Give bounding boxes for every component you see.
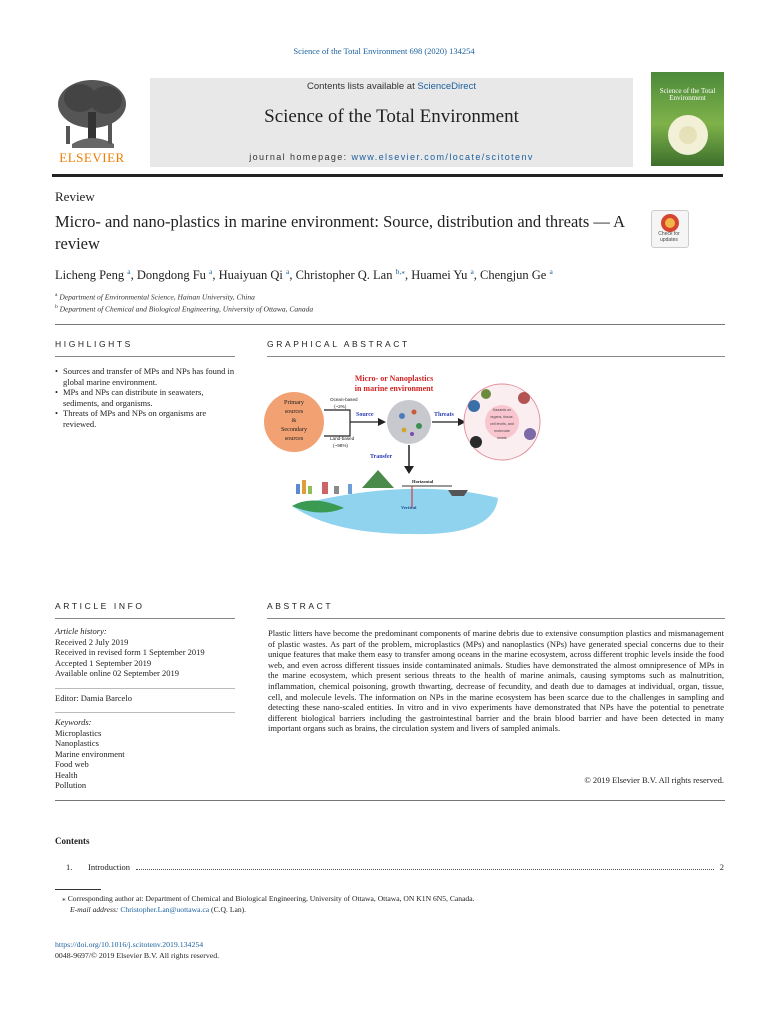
affiliation-a: [55, 292, 255, 302]
highlight-item: • Threats of MPs and NPs on organisms are reviewed.: [63, 408, 235, 429]
ga-organism-icon: [518, 392, 530, 404]
author-name[interactable]: Licheng Peng: [55, 268, 125, 283]
divider: [55, 356, 235, 357]
article-info-heading: ARTICLE INFO: [55, 601, 145, 611]
ga-source-label: Primary: [284, 399, 304, 406]
highlights-heading: HIGHLIGHTS: [55, 339, 133, 349]
history-item: Accepted 1 September 2019: [55, 657, 152, 668]
ga-building-icon: [334, 486, 339, 494]
footnote-rule: [55, 889, 101, 890]
author-name[interactable]: Christopher Q. Lan: [295, 268, 393, 283]
author-list: Licheng Peng $^a$, Dongdong Fu $^a$, Huaiyuan Qi $^a$, Christopher Q. Lan $^{b,⁎}$, Huamei Yu $^a$, Chengjun Ge $^a$: [55, 267, 553, 283]
ga-hazard-text: molecular: [494, 429, 510, 433]
ga-source-label: &: [291, 417, 297, 424]
author-name[interactable]: Dongdong Fu: [136, 268, 206, 283]
journal-homepage: [150, 152, 633, 162]
abstract-copyright: © 2019 Elsevier B.V. All rights reserved.: [584, 775, 724, 785]
homepage-link[interactable]: www.elsevier.com/locate/scitotenv: [351, 152, 534, 162]
toc-entry[interactable]: [66, 862, 724, 872]
journal-title: Science of the Total Environment: [264, 106, 519, 127]
ga-building-icon: [296, 484, 300, 494]
ga-particle: [410, 432, 414, 436]
author-affiliation-mark[interactable]: a: [127, 267, 131, 276]
email-label: E-mail address:: [70, 905, 121, 914]
keyword: Health: [55, 769, 78, 780]
header-rule: [52, 174, 723, 177]
ga-building-icon: [322, 482, 328, 494]
cover-flower-graphic: [665, 112, 711, 158]
divider: [267, 618, 725, 619]
contents-title: Contents: [55, 836, 90, 846]
author-name[interactable]: Huamei Yu: [411, 268, 468, 283]
affiliation-text: Department of Environmental Science, Hainan University, China: [59, 292, 255, 302]
ga-building-icon: [308, 486, 312, 494]
sciencedirect-link[interactable]: ScienceDirect: [417, 81, 476, 92]
corresponding-author-text: Corresponding author at: Department of Chemical and Biological Engineering, University of Ottawa, Ottawa, ON K1N 6N5, Canada.: [67, 894, 475, 903]
author-affiliation-mark[interactable]: a: [209, 267, 213, 276]
ga-particle: [416, 423, 422, 429]
toc-label[interactable]: Introduction: [88, 862, 131, 872]
email-suffix: (C.Q. Lan).: [209, 905, 247, 914]
affiliation-mark: b: [55, 304, 58, 310]
ga-land-pct: (~98%): [333, 443, 348, 448]
ga-island: [362, 470, 394, 488]
journal-cover-image[interactable]: [651, 72, 724, 166]
email-note: [70, 905, 246, 914]
divider: [55, 324, 725, 325]
author-name[interactable]: Huaiyuan Qi: [218, 268, 283, 283]
issn-line: 0048-9697/© 2019 Elsevier B.V. All rights reserved.: [55, 951, 220, 960]
ga-hazard-text: organs, tissue,: [490, 415, 514, 419]
ga-threats-label: Threats: [434, 412, 454, 418]
ga-source-label: sources: [284, 435, 304, 442]
keyword: Food web: [55, 759, 89, 769]
homepage-prefix: journal homepage:: [249, 152, 352, 162]
abstract-text: Plastic litters have become the predominant components of marine debris due to extensive consumption plastics and mismanagement of plastic wastes. As part of the problem, microplastics (MPs) and nanoplastics (NPs) have generated special concerns due to their unique features that make them easy to transfer among oceans in the marine ecosystem, across different trophic levels inside the food web, and even across different tissues inside contaminated animals. Studies have demonstrated the almost omnipresence of MPs in the marine ecosystem, which present serious threats to the health of marine animals, causing symptoms such as malnutrition, inflammation, chemical poisoning, growth thwarting, decrease of fecundity, and death due to damages at individual, organ, tissue, cell, and molecule levels. The information on NPs in the marine ecosystem has been scarce due to the challenges in sampling and detecting these nano-scaled entities. In vitro and in vivo experiments have demonstrated that NPs have the potential to penetrate different biological barriers including the gastrointestinal barrier and the brain blood barrier and have been detected in many important organs such as brains, the circulation system and livers of sampled animals.: [268, 628, 724, 734]
toc-leader: [136, 868, 714, 870]
history-item: Available online 02 September 2019: [55, 668, 180, 678]
contents-availability: [150, 81, 633, 92]
doi-link[interactable]: https://doi.org/10.1016/j.scitotenv.2019.134254: [55, 940, 204, 949]
divider: [55, 618, 235, 619]
graphical-abstract-heading: GRAPHICAL ABSTRACT: [267, 339, 410, 349]
history-item: Received in revised form 1 September 2019: [55, 647, 205, 657]
ga-transfer-label: Transfer: [370, 454, 393, 460]
email-link[interactable]: Christopher.Lan@uottawa.ca: [120, 905, 210, 914]
ga-building-icon: [348, 484, 352, 494]
highlight-item: • Sources and transfer of MPs and NPs has found in global marine environment.: [63, 366, 235, 387]
affiliation-b: [55, 304, 313, 314]
ga-building-icon: [302, 480, 306, 494]
divider: [55, 703, 235, 713]
ga-arrow-head: [404, 466, 414, 474]
ga-vertical-label: Vertical: [401, 505, 417, 510]
author-affiliation-mark[interactable]: a: [549, 267, 553, 276]
ga-organism-icon: [524, 428, 536, 440]
abstract-heading: ABSTRACT: [267, 601, 334, 611]
elsevier-wordmark: ELSEVIER: [59, 150, 125, 165]
ga-hazard-text: Hazards on: [492, 408, 512, 412]
article-type: Review: [55, 189, 95, 204]
keyword: Nanoplastics: [55, 738, 99, 748]
highlights-list: [55, 366, 235, 429]
history-label: Article history:: [55, 626, 107, 636]
ga-title-line2: in marine environment: [354, 384, 434, 393]
ga-land-based: Land-based: [330, 436, 355, 441]
toc-number: 1.: [66, 862, 73, 872]
editor: Editor: Damia Barcelo: [55, 692, 132, 703]
ga-arrow-head: [378, 418, 386, 426]
ga-particle: [402, 428, 407, 433]
ga-particle: [399, 413, 405, 419]
journal-reference[interactable]: Science of the Total Environment 698 (2020) 134254: [293, 46, 475, 56]
ga-particle: [412, 410, 417, 415]
ga-source-label: Secondary: [280, 426, 308, 433]
ga-hazard-text: cell levels, and: [490, 422, 514, 426]
contents-prefix: Contents lists available at: [307, 81, 418, 92]
check-for-updates-label: Check for updates: [658, 231, 680, 243]
corresponding-author-note: ⁎ Corresponding author at: Department of Chemical and Biological Engineering, University of Ottawa, Ottawa, ON K1N 6N5, Canada.: [62, 894, 475, 903]
affiliation-text: Department of Chemical and Biological Engineering, University of Ottawa, Canada: [59, 304, 314, 314]
article-info: [55, 626, 235, 791]
ga-organism-icon: [468, 400, 480, 412]
author-name[interactable]: Chengjun Ge: [480, 268, 547, 283]
divider: [55, 800, 725, 801]
ga-organism-icon: [481, 389, 491, 399]
keyword: Marine environment: [55, 748, 125, 759]
highlight-item: • MPs and NPs can distribute in seawaters, sediments, and organisms.: [63, 387, 235, 408]
author-affiliation-mark[interactable]: a: [470, 267, 474, 276]
keyword: Microplastics: [55, 727, 102, 738]
toc-page[interactable]: 2: [719, 862, 724, 872]
ga-microplastics-circle: [387, 400, 431, 444]
cover-title: Science of the Total Environment: [659, 87, 716, 102]
article-title: Micro- and nano-plastics in marine environment: Source, distribution and threats — A review: [55, 212, 625, 253]
ga-hazard-text: levels: [497, 436, 507, 440]
affiliation-mark: a: [55, 292, 58, 298]
divider: [267, 356, 725, 357]
author-affiliation-mark[interactable]: a: [286, 267, 290, 276]
ga-title-line1: Micro- or Nanoplastics: [354, 374, 434, 383]
keywords-label: Keywords:: [55, 717, 92, 727]
ga-ocean-based: Ocean-based: [330, 397, 358, 402]
ga-horizontal-label: Horizontal: [412, 479, 434, 484]
divider: [55, 679, 235, 689]
ga-source-label: sources: [284, 408, 304, 415]
history-item: Received 2 July 2019: [55, 636, 129, 647]
author-affiliation-mark[interactable]: b,⁎: [395, 267, 405, 276]
graphical-abstract-figure[interactable]: [262, 368, 552, 536]
ga-source-label-arrow: Source: [356, 412, 374, 418]
ga-organism-icon: [470, 436, 482, 448]
ga-ocean-pct: (~2%): [334, 404, 347, 409]
keyword: Pollution: [55, 780, 87, 790]
